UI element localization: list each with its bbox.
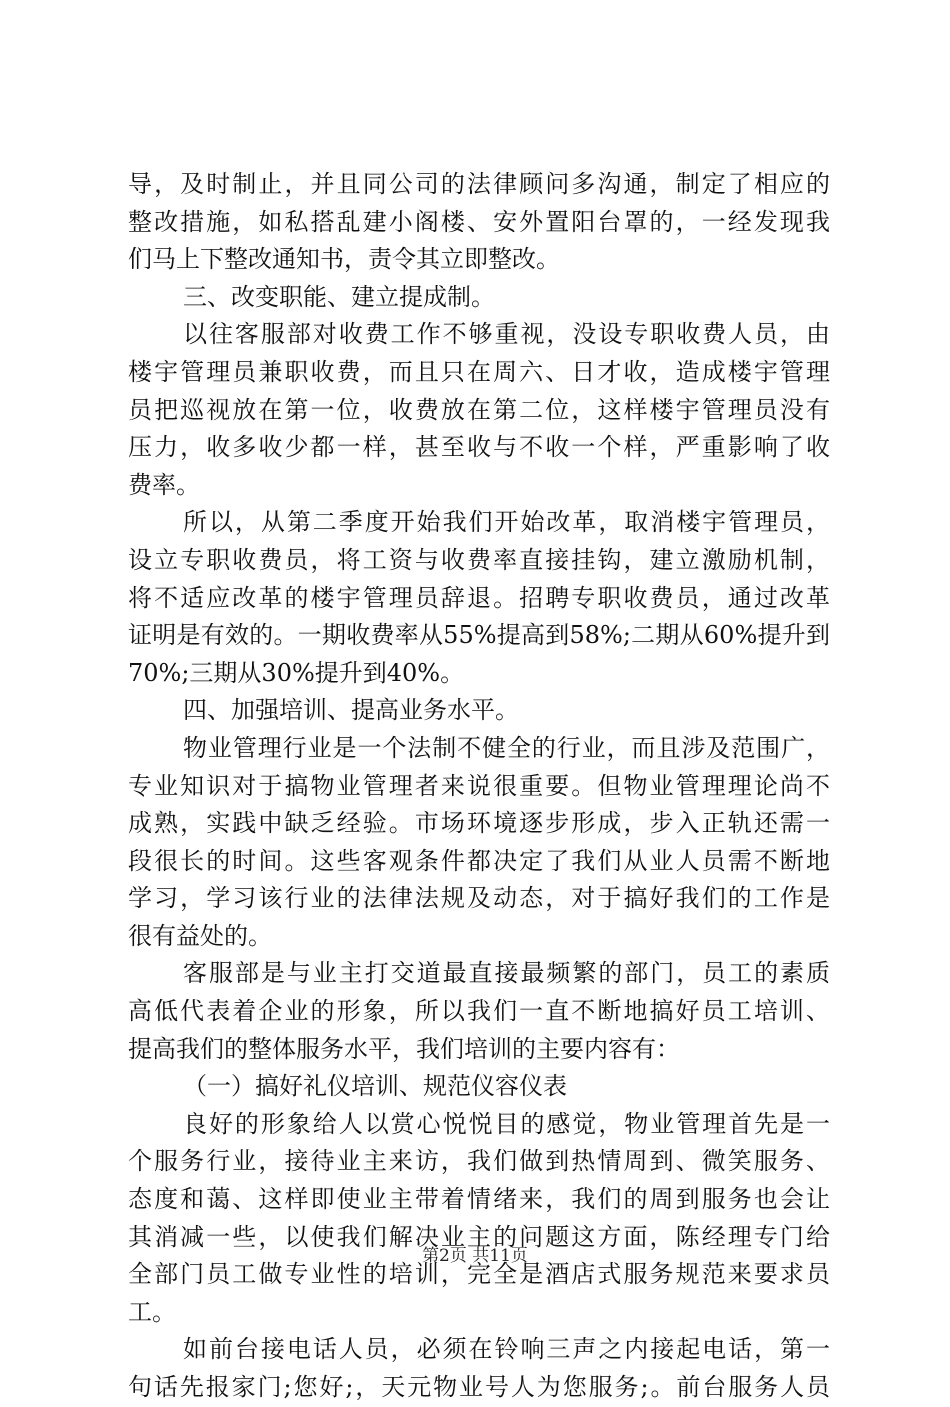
text-line: 员把巡视放在第一位，收费放在第二位，这样楼宇管理员没有 [128,395,830,424]
text-line: 证明是有效的。一期收费率从55%提高到58%;二期从60%提升到 [128,621,830,650]
text-line: 其消减一些，以使我们解决业主的问题这方面，陈经理专门给 [128,1222,830,1251]
paragraph-first-line: 客服部是与业主打交道最直接最频繁的部门，员工的素质 [183,959,830,988]
document-body [128,166,830,1407]
paragraph-first-line: 如前台接电话人员，必须在铃响三声之内接起电话，第一 [183,1335,830,1364]
text-line: 费率。 [128,470,200,499]
text-line: 导，及时制止，并且同公司的法律顾问多沟通，制定了相应的 [128,170,830,198]
paragraph-first-line: 良好的形象给人以赏心悦悦目的感觉，物业管理首先是一 [183,1109,830,1138]
text-line: 提高我们的整体服务水平，我们培训的主要内容有： [128,1034,680,1063]
paragraph-first-line: 以往客服部对收费工作不够重视，没设专职收费人员，由 [183,320,830,349]
text-line: 学习，学习该行业的法律法规及动态，对于搞好我们的工作是 [128,884,830,913]
text-line: 段很长的时间。这些客观条件都决定了我们从业人员需不断地 [128,846,830,875]
text-line: 高低代表着企业的形象，所以我们一直不断地搞好员工培训、 [128,997,830,1026]
paragraph-first-line: （一）搞好礼仪培训、规范仪容仪表 [183,1072,567,1101]
paragraph-first-line: 所以，从第二季度开始我们开始改革，取消楼宇管理员， [183,508,830,537]
text-line: 将不适应改革的楼宇管理员辞退。招聘专职收费员，通过改革 [128,583,830,612]
text-line: 句话先报家门;您好;，天元物业号人为您服务;。前台服务人员 [128,1373,830,1401]
text-line: 态度和蔼、这样即使业主带着情绪来，我们的周到服务也会让 [128,1185,830,1214]
text-line: 工。 [128,1297,176,1326]
text-line: 们马上下整改通知书，责令其立即整改。 [128,245,560,274]
text-line: 设立专职收费员，将工资与收费率直接挂钩，建立激励机制， [128,545,830,574]
text-line: 压力，收多收少都一样，甚至收与不收一个样，严重影响了收 [128,433,830,462]
text-line: 很有益处的。 [128,921,272,950]
paragraph-first-line: 三、改变职能、建立提成制。 [183,282,495,311]
text-line: 成熟，实践中缺乏经验。市场环境逐步形成，步入正轨还需一 [128,809,830,838]
text-line: 专业知识对于搞物业管理者来说很重要。但物业管理理论尚不 [128,771,830,800]
text-line: 70%;三期从30%提升到40%。 [128,658,465,687]
paragraph-first-line: 物业管理行业是一个法制不健全的行业，而且涉及范围广， [183,733,830,762]
paragraph-first-line: 四、加强培训、提高业务水平。 [183,696,519,725]
text-line: 整改措施，如私搭乱建小阁楼、安外置阳台罩的，一经发现我 [128,207,830,236]
text-line: 全部门员工做专业性的培训，完全是酒店式服务规范来要求员 [128,1260,830,1289]
text-line: 个服务行业，接待业主来访，我们做到热情周到、微笑服务、 [128,1147,830,1176]
text-line: 楼宇管理员兼职收费，而且只在周六、日才收，造成楼宇管理 [128,357,830,386]
page-footer: 第2页 共11页 [422,1246,528,1266]
